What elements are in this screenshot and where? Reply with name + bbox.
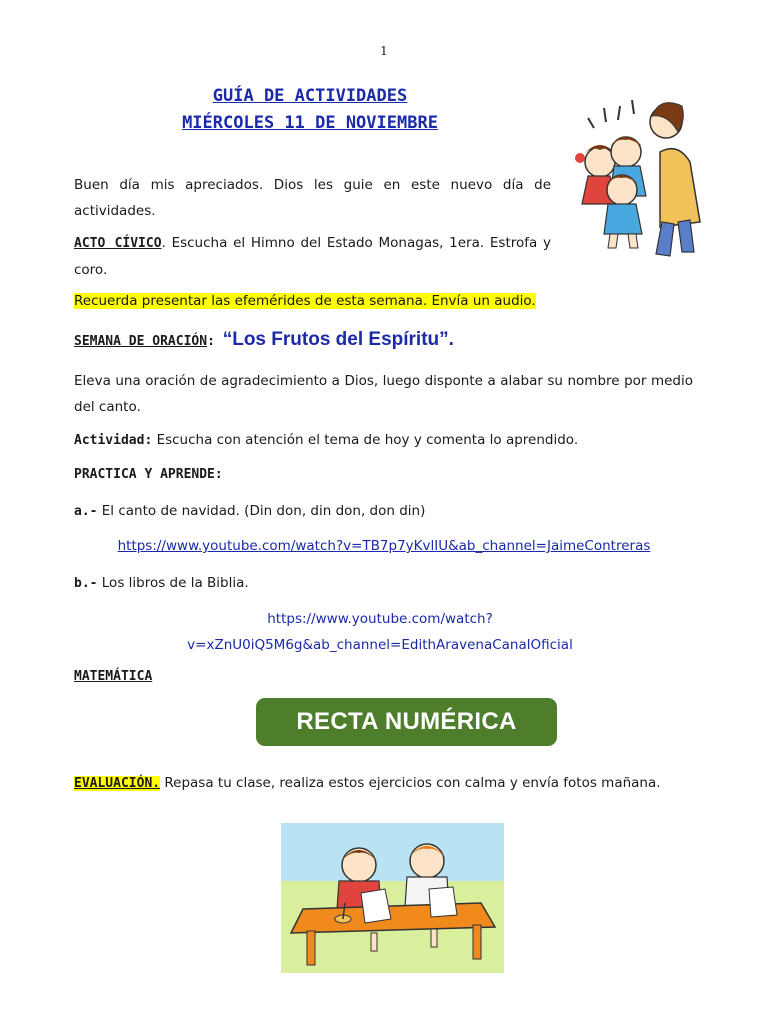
greeting-text: Buen día mis apreciados. Dios les guie en este nuevo día de actividades. — [74, 177, 551, 219]
evaluacion-text: Repasa tu clase, realiza estos ejercicios con calma y envía fotos mañana. — [160, 775, 661, 791]
item-b-link-line1[interactable]: https://www.youtube.com/watch? — [267, 611, 493, 627]
acto-civico-label: ACTO CÍVICO — [74, 236, 162, 251]
item-a-link[interactable]: https://www.youtube.com/watch?v=TB7p7yKvlIU&ab_channel=JaimeContreras — [117, 538, 651, 554]
actividad-paragraph — [74, 427, 578, 454]
matematica-heading: MATEMÁTICA — [74, 669, 153, 684]
oracion-text: Eleva una oración de agradecimiento a Dios, luego disponte a alabar su nombre por medio del canto. — [74, 373, 693, 415]
item-a-text: El canto de navidad. (Din don, din don, don din) — [97, 503, 426, 519]
evaluacion-paragraph — [74, 770, 693, 797]
page-date: MIÉRCOLES 11 DE NOVIEMBRE — [182, 113, 438, 133]
item-a-marker: a.- — [74, 504, 98, 519]
item-b-link-line2[interactable]: v=xZnU0iQ5M6g&ab_channel=EdithAravenaCanalOficial — [187, 637, 573, 653]
reminder-text: Recuerda presentar las efemérides de esta semana. Envía un audio. — [74, 293, 536, 309]
semana-colon: : — [207, 334, 223, 349]
teacher-children-illustration — [560, 92, 710, 262]
item-b-marker: b.- — [74, 576, 98, 591]
item-b-text: Los libros de la Biblia. — [97, 575, 249, 591]
semana-oracion-paragraph — [74, 327, 454, 355]
acto-civico-text: . Escucha el Himno del Estado Monagas, 1era. Estrofa y coro. — [74, 235, 552, 278]
acto-civico-paragraph — [74, 230, 551, 283]
reminder-paragraph — [74, 288, 536, 314]
item-b-link-block — [100, 606, 660, 658]
actividad-label: Actividad: — [74, 433, 153, 448]
page-title: GUÍA DE ACTIVIDADES — [212, 86, 408, 106]
children-writing-illustration — [281, 823, 504, 973]
semana-oracion-label: SEMANA DE ORACIÓN — [74, 334, 208, 349]
page-number: 1 — [380, 44, 388, 58]
practica-heading: PRACTICA Y APRENDE: — [74, 467, 223, 482]
actividad-text: Escucha con atención el tema de hoy y comenta lo aprendido. — [152, 432, 579, 448]
item-b — [74, 570, 249, 597]
recta-numerica-banner: RECTA NUMÉRICA — [256, 698, 557, 746]
evaluacion-label: EVALUACIÓN. — [74, 776, 161, 791]
item-a-link-row — [0, 535, 768, 554]
item-a — [74, 498, 425, 525]
semana-oracion-title: “Los Frutos del Espíritu”. — [222, 329, 454, 350]
